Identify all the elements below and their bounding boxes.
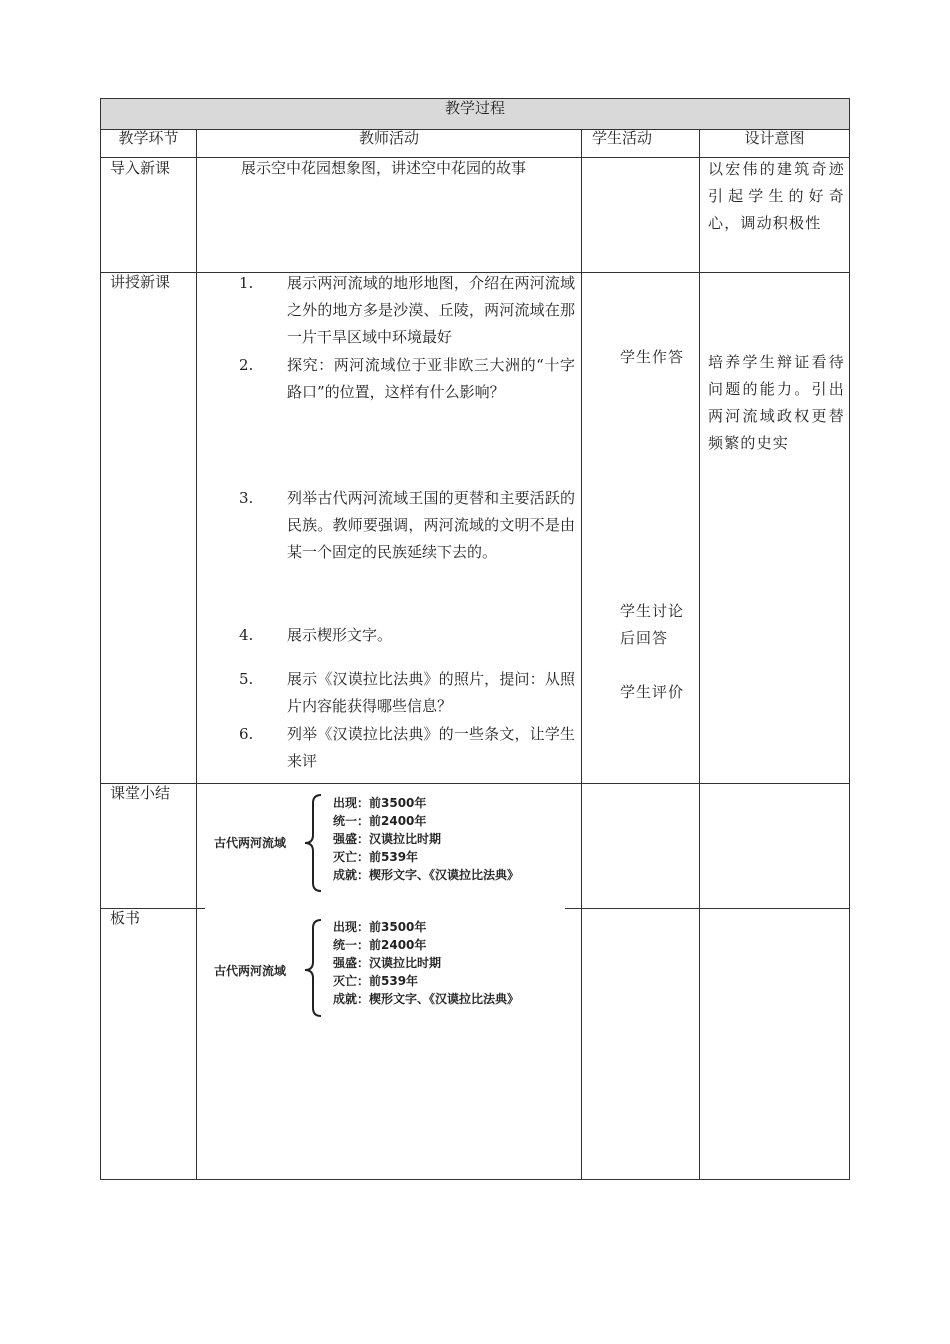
item-text: 展示两河流域的地形地图，介绍在两河流域之外的地方多是沙漠、丘陵，两河流域在那一片干旱区域中环境最好: [287, 274, 575, 346]
item-number: 4.: [239, 626, 254, 644]
stage-board: 板书: [110, 909, 141, 927]
board-line: 灭亡：前539年: [333, 974, 419, 988]
board-line: 成就：楔形文字、《汉谟拉比法典》: [333, 992, 520, 1006]
table-title: 教学过程: [101, 99, 849, 130]
design-lecture: 培养学生辩证看待问题的能力。引出两河流域政权更替频繁的史实: [708, 353, 845, 452]
header-stage: 教学环节: [118, 129, 179, 147]
board-line: 出现：前3500年: [333, 796, 427, 810]
image-edge: [205, 905, 565, 911]
design-intro: 以宏伟的建筑奇迹引起学生的好奇心，调动积极性: [708, 160, 845, 232]
teacher-intro: 展示空中花园想象图，讲述空中花园的故事: [241, 159, 527, 177]
board-title: 古代两河流域: [214, 964, 287, 978]
item-number: 5.: [239, 670, 254, 688]
stage-intro: 导入新课: [110, 159, 171, 177]
divider: [196, 130, 197, 1179]
item-text: 列举古代两河流域王国的更替和主要活跃的民族。教师要强调，两河流域的文明不是由某一个固定的民族延续下去的。: [287, 489, 575, 561]
stage-summary: 课堂小结: [110, 784, 171, 802]
brace-icon: [303, 918, 325, 1018]
item-number: 2.: [239, 356, 254, 374]
board-line: 出现：前3500年: [333, 920, 427, 934]
board-line: 强盛：汉谟拉比时期: [333, 956, 442, 970]
board-line: 统一：前2400年: [333, 814, 427, 828]
board-line: 灭亡：前539年: [333, 850, 419, 864]
item-text: 展示楔形文字。: [287, 626, 393, 644]
board-line: 成就：楔形文字、《汉谟拉比法典》: [333, 868, 520, 882]
stage-lecture: 讲授新课: [110, 273, 171, 291]
item-text: 探究：两河流域位于亚非欧三大洲的“十字路口”的位置，这样有什么影响？: [287, 356, 575, 401]
board-line: 统一：前2400年: [333, 938, 427, 952]
student-activity: 学生讨论后回答: [620, 602, 685, 647]
divider: [101, 783, 849, 784]
item-number: 3.: [239, 489, 254, 507]
student-activity: 学生作答: [620, 348, 685, 366]
list-item: [239, 352, 579, 437]
item-text: 列举《汉谟拉比法典》的一些条文，让学生来评: [287, 725, 575, 770]
summary-board-image: [209, 789, 579, 899]
board-title: 古代两河流域: [214, 836, 287, 850]
list-item: [239, 721, 579, 777]
list-item: [239, 666, 579, 722]
board-image: [209, 914, 579, 1024]
list-item: [239, 622, 579, 652]
divider: [699, 130, 700, 1179]
brace-icon: [303, 793, 325, 893]
board-line: 强盛：汉谟拉比时期: [333, 832, 442, 846]
list-item: [239, 270, 579, 355]
header-design: 设计意图: [744, 129, 805, 147]
item-number: 1.: [239, 274, 254, 292]
header-student: 学生活动: [592, 129, 653, 147]
list-item: [239, 485, 579, 595]
teaching-process-table: [100, 98, 850, 1180]
item-number: 6.: [239, 725, 254, 743]
divider: [581, 130, 582, 1179]
student-activity: 学生评价: [620, 683, 685, 701]
header-teacher: 教师活动: [358, 129, 419, 147]
item-text: 展示《汉谟拉比法典》的照片，提问：从照片内容能获得哪些信息？: [287, 670, 575, 715]
